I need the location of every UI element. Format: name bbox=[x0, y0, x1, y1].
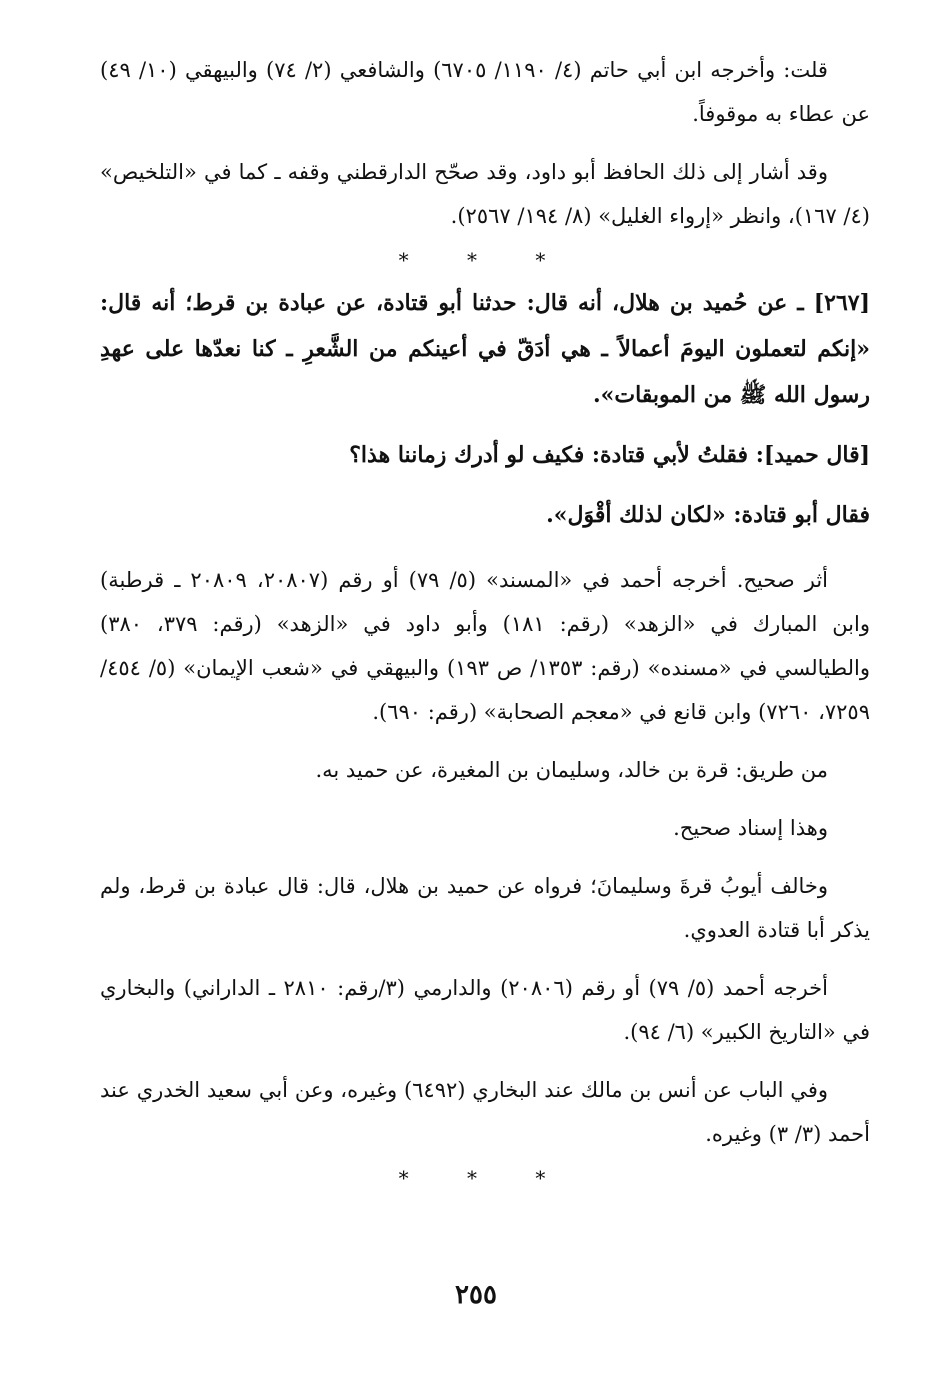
hadith-question: [قال حميد]: فقلتُ لأبي قتادة: فكيف لو أدرك زماننا هذا؟ bbox=[349, 442, 870, 468]
hadith-answer: فقال أبو قتادة: «لكان لذلك أقْوَل». bbox=[546, 502, 870, 528]
paragraph-takhrij-ibn-abi-hatim: قلت: وأخرجه ابن أبي حاتم (٤/ ١١٩٠/ ٦٧٠٥) والشافعي (٢/ ٧٤) والبيهقي (١٠/ ٤٩) عن عطاء به موقوفاً. bbox=[100, 58, 870, 126]
commentary-ayyub-variant: وخالف أيوبُ قرةَ وسليمانَ؛ فرواه عن حميد بن هلال، قال: قال عبادة بن قرط، ولم يذكر أبا قتادة العدوي. bbox=[100, 874, 870, 942]
paragraph-daraqutni-note: وقد أشار إلى ذلك الحافظ أبو داود، وقد صحّح الدارقطني وقفه ـ كما في «التلخيص» (٤/ ١٦٧)، وانظر «إرواء الغليل» (٨/ ١٩٤/ ٢٥٦٧). bbox=[100, 160, 870, 228]
commentary-related-narrations: وفي الباب عن أنس بن مالك عند البخاري (٦٤٩٢) وغيره، وعن أبي سعيد الخدري عند أحمد (٣/ ٣) وغيره. bbox=[100, 1078, 870, 1146]
page-number: ٢٥٥ bbox=[455, 1280, 497, 1310]
hadith-text: [٢٦٧] ـ عن حُميد بن هلال، أنه قال: حدثنا أبو قتادة، عن عبادة بن قرط؛ أنه قال: «إنكم لتعملون اليومَ أعمالاً ـ هي أدَقّ في أعينكم من الشَّعرِ ـ كنا نعدّها على عهدِ رسول الله ﷺ من الموبقات». bbox=[100, 290, 870, 408]
commentary-isnad: وهذا إسناد صحيح. bbox=[673, 816, 828, 840]
commentary-routes: من طريق: قرة بن خالد، وسليمان بن المغيرة، عن حميد به. bbox=[315, 758, 828, 782]
commentary-grading: أثر صحيح. أخرجه أحمد في «المسند» (٥/ ٧٩) أو رقم (٢٠٨٠٧، ٢٠٨٠٩ ـ قرطبة) وابن المبارك في «الزهد» (رقم: ١٨١) وأبو داود في «الزهد» (رقم: ٣٧٩، ٣٨٠) والطيالسي في «مسنده» (رقم: ١٣٥٣/ ص ١٩٣) والبيهقي في «شعب الإيمان» (٥/ ٤٥٤/ ٧٢٥٩، ٧٢٦٠) وابن قانع في «معجم الصحابة» (رقم: ٦٩٠). bbox=[100, 568, 871, 724]
section-separator-bottom: * * * bbox=[398, 1166, 572, 1190]
section-separator-top: * * * bbox=[398, 248, 572, 272]
commentary-variant-takhrij: أخرجه أحمد (٥/ ٧٩) أو رقم (٢٠٨٠٦) والدارمي (٣/رقم: ٢٨١٠ ـ الداراني) والبخاري في «التاريخ الكبير» (٦/ ٩٤). bbox=[100, 976, 870, 1044]
